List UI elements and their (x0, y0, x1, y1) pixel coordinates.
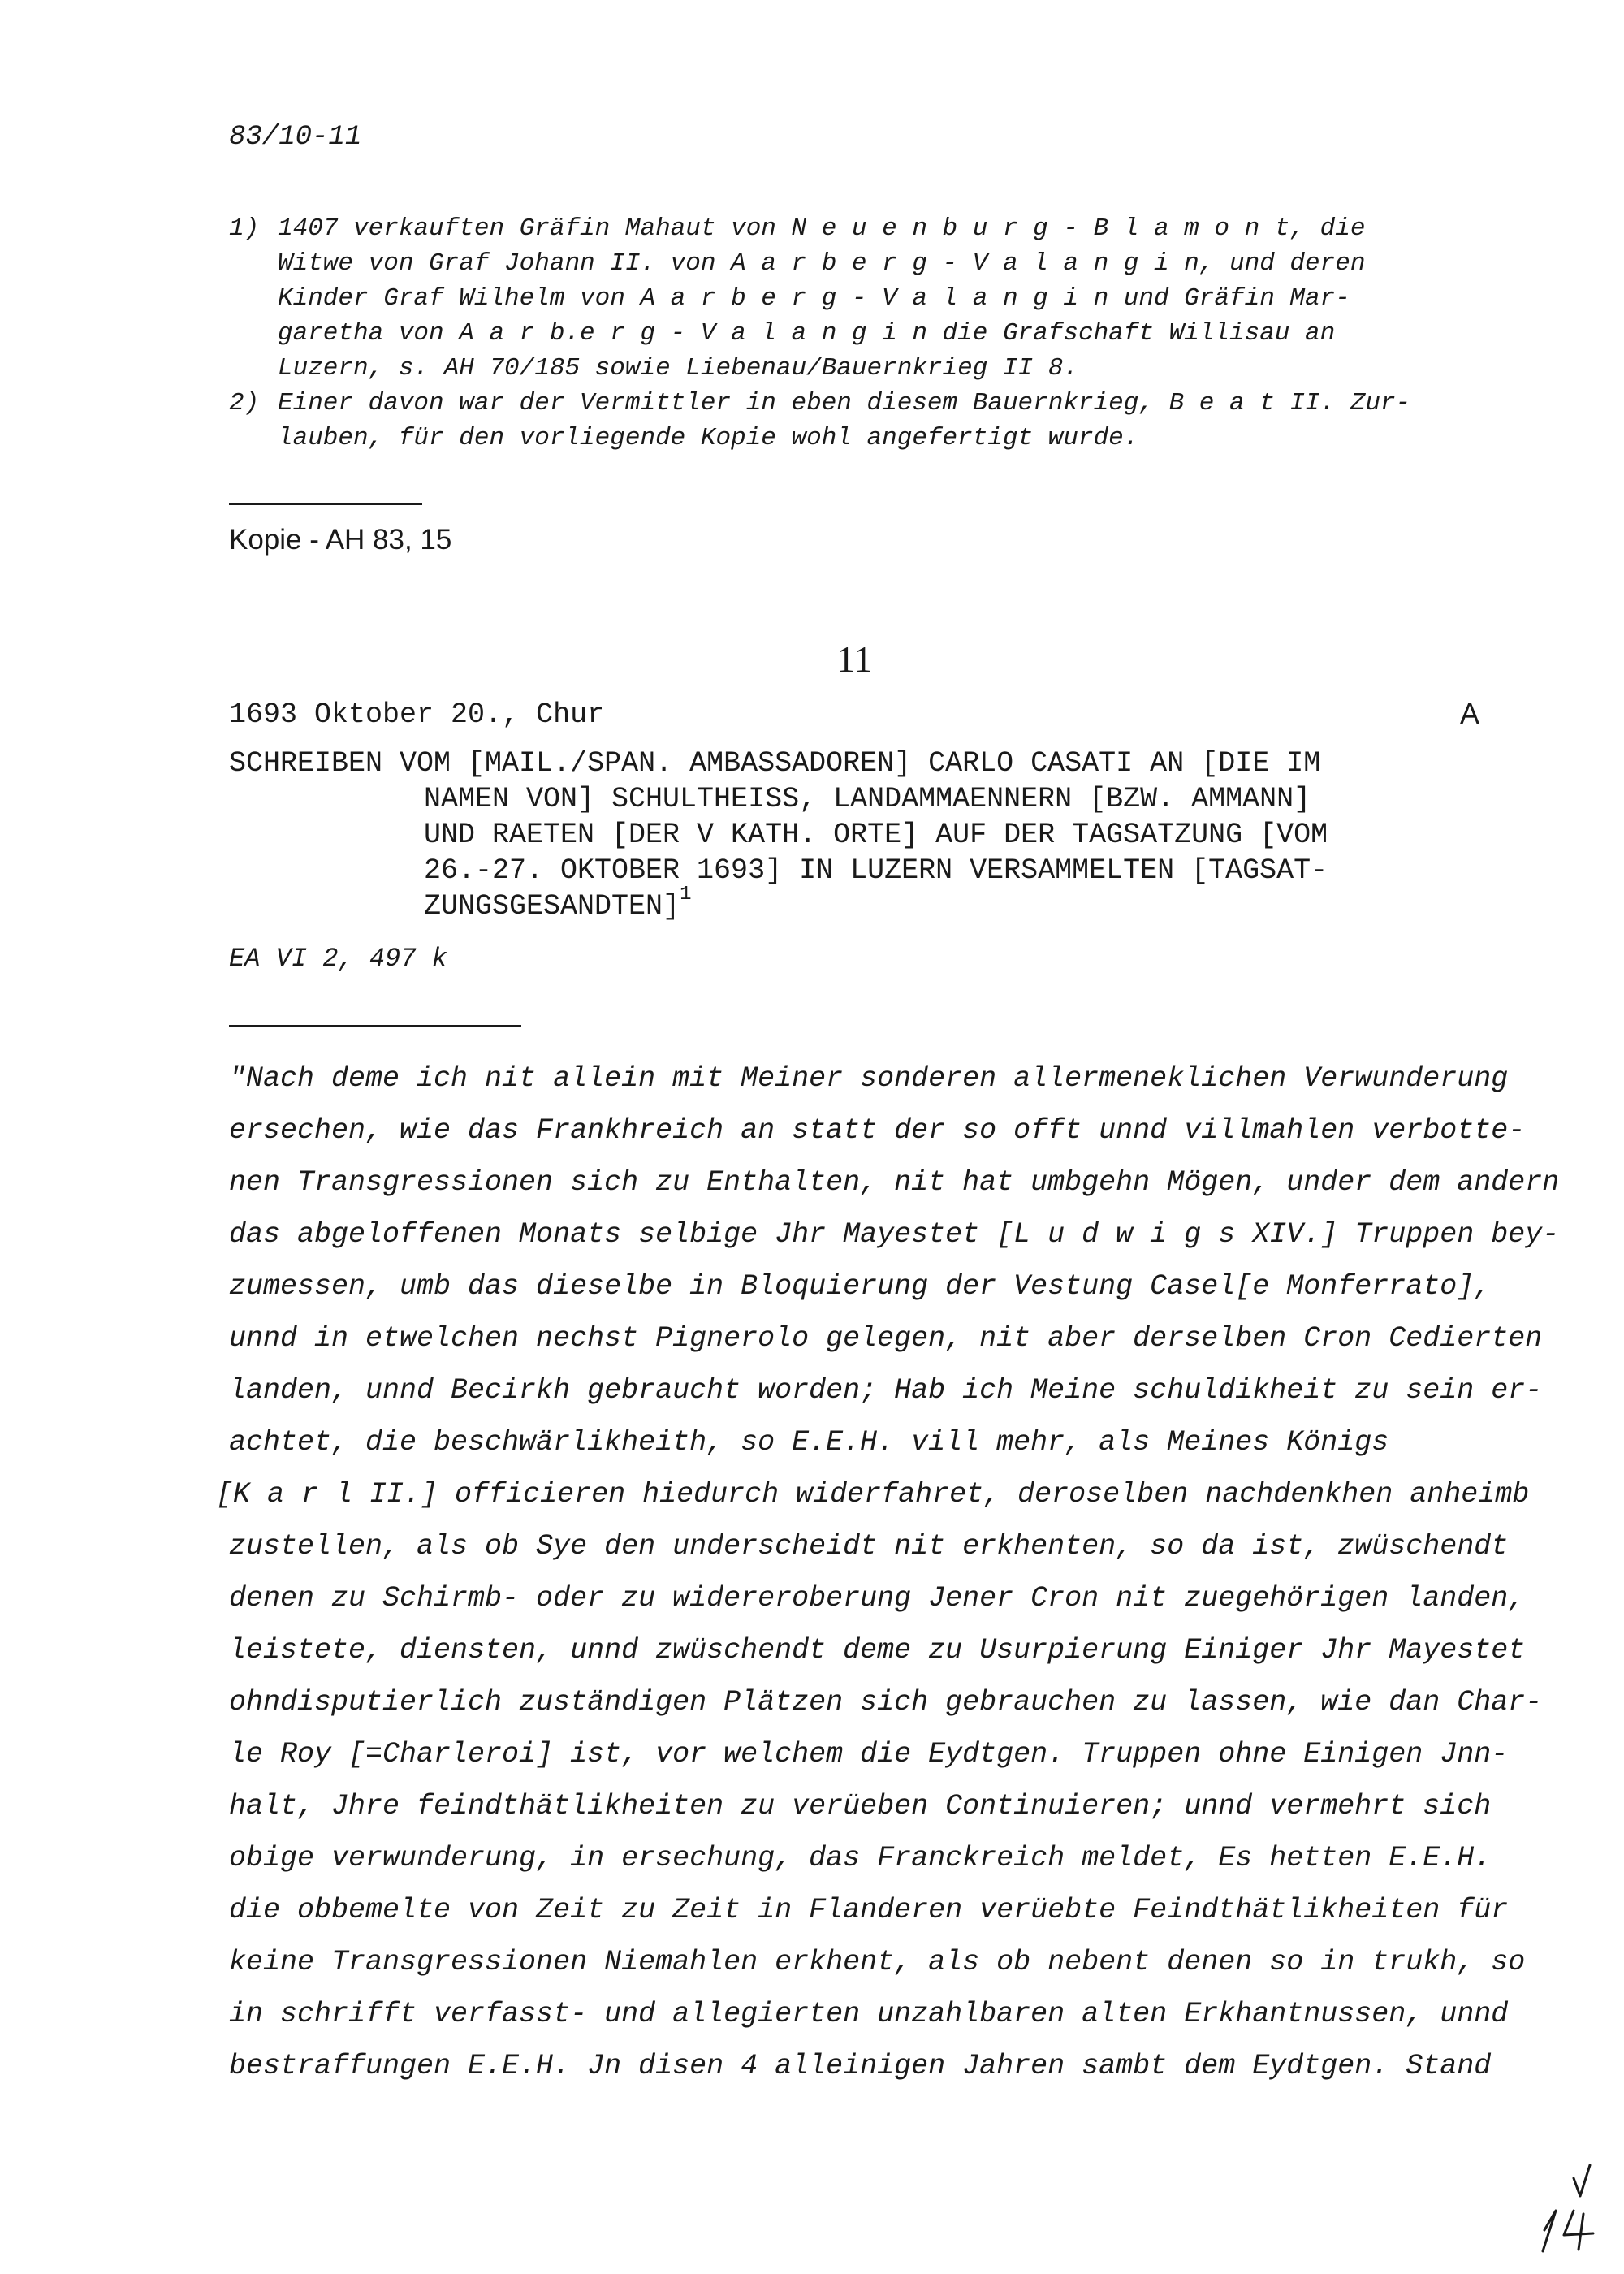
body-line: das abgeloffenen Monats selbige Jhr Mayestet [L u d w i g s XIV.] Truppen bey- (229, 1218, 1560, 1251)
body-line: in schrifft verfasst- und allegierten unzahlbaren alten Erkhantnussen, unnd (229, 1998, 1509, 2030)
body-line: ersechen, wie das Frankhreich an statt der so offt unnd villmahlen verbotte- (229, 1114, 1526, 1147)
footnote-line: lauben, für den vorliegende Kopie wohl angefertigt wurde. (278, 424, 1139, 452)
footnote-line: Witwe von Graf Johann II. von A a r b e r g - V a l a n g i n, und deren (278, 249, 1366, 278)
body-line: unnd in etwelchen nechst Pignerolo gelegen, nit aber derselben Cron Cedierten (229, 1322, 1543, 1355)
body-line: nen Transgressionen sich zu Enthalten, nit hat umbgehn Mögen, under dem andern (229, 1166, 1560, 1199)
body-line: achtet, die beschwärlikheith, so E.E.H. vill mehr, als Meines Königs (229, 1426, 1389, 1459)
version-letter: A (1460, 697, 1480, 730)
footnote-line: Einer davon war der Vermittler in eben diesem Bauernkrieg, B e a t II. Zur- (278, 389, 1411, 417)
footnote-line: garetha von A a r b.e r g - V a l a n g i n die Grafschaft Willisau an (278, 319, 1336, 348)
body-line: zumessen, umb das dieselbe in Bloquierung der Vestung Casel[e Monferrato], (229, 1270, 1492, 1303)
body-line: zustellen, als ob Sye den underscheidt nit erkhenten, so da ist, zwüschendt (229, 1530, 1509, 1563)
body-line: [K a r l II.] officieren hiedurch widerfahret, deroselben nachdenkhen anheimb (216, 1478, 1530, 1511)
date-place: 1693 Oktober 20., Chur (229, 698, 605, 731)
body-line: keine Transgressionen Niemahlen erkhent, als ob nebent denen so in trukh, so (229, 1946, 1526, 1978)
separator-rule (229, 503, 422, 505)
document-number: 11 (836, 638, 873, 680)
body-line: halt, Jhre feindthätlikheiten zu verüeben Continuieren; unnd vermehrt sich (229, 1790, 1492, 1822)
footnote-number: 1) (229, 214, 260, 243)
title-line (424, 884, 692, 927)
body-line: landen, unnd Becirkh gebraucht worden; Hab ich Meine schuldikheit zu sein er- (229, 1374, 1543, 1407)
footnote-line: Kinder Graf Wilhelm von A a r b e r g - V a l a n g i n und Gräfin Mar- (278, 284, 1350, 313)
title-line: SCHREIBEN VOM [MAIL./SPAN. AMBASSADOREN] CARLO CASATI AN [DIE IM (229, 747, 1321, 780)
body-line: ohndisputierlich zuständigen Plätzen sich gebrauchen zu lassen, wie dan Char- (229, 1686, 1543, 1718)
title-line-text: ZUNGSGESANDTEN] (424, 890, 680, 923)
body-line: die obbemelte von Zeit zu Zeit in Flanderen verüebte Feindthätlikheiten für (229, 1894, 1509, 1926)
page-reference: 83/10-11 (229, 122, 362, 153)
source-reference: EA VI 2, 497 k (229, 944, 447, 974)
body-line: bestraffungen E.E.H. Jn disen 4 alleinigen Jahren sambt dem Eydtgen. Stand (229, 2050, 1492, 2082)
footnote-mark: 1 (680, 884, 692, 906)
body-line: obige verwunderung, in ersechung, das Franckreich meldet, Es hetten E.E.H. (229, 1842, 1492, 1874)
body-line: denen zu Schirmb- oder zu widereroberung Jener Cron nit zuegehörigen landen, (229, 1582, 1526, 1615)
handwritten-page-mark (1527, 2160, 1608, 2258)
title-line: 26.-27. OKTOBER 1693] IN LUZERN VERSAMMELTEN [TAGSAT- (424, 854, 1328, 887)
copy-note: Kopie - AH 83, 15 (229, 524, 452, 556)
footnote-number: 2) (229, 389, 260, 417)
footnote-line: Luzern, s. AH 70/185 sowie Liebenau/Bauernkrieg II 8. (278, 354, 1078, 383)
separator-rule (229, 1025, 521, 1027)
title-line: UND RAETEN [DER V KATH. ORTE] AUF DER TAGSATZUNG [VOM (424, 819, 1328, 851)
body-line: le Roy [=Charleroi] ist, vor welchem die Eydtgen. Truppen ohne Einigen Jnn- (229, 1738, 1509, 1770)
body-line: leistete, diensten, unnd zwüschendt deme zu Usurpierung Einiger Jhr Mayestet (229, 1634, 1526, 1667)
footnote-line: 1407 verkauften Gräfin Mahaut von N e u e n b u r g - B l a m o n t, die (278, 214, 1366, 243)
body-line: "Nach deme ich nit allein mit Meiner sonderen allermeneklichen Verwunderung (229, 1062, 1509, 1095)
title-line: NAMEN VON] SCHULTHEISS, LANDAMMAENNERN [BZW. AMMANN] (424, 783, 1311, 815)
handwritten-mark-drawing (1527, 2160, 1608, 2258)
